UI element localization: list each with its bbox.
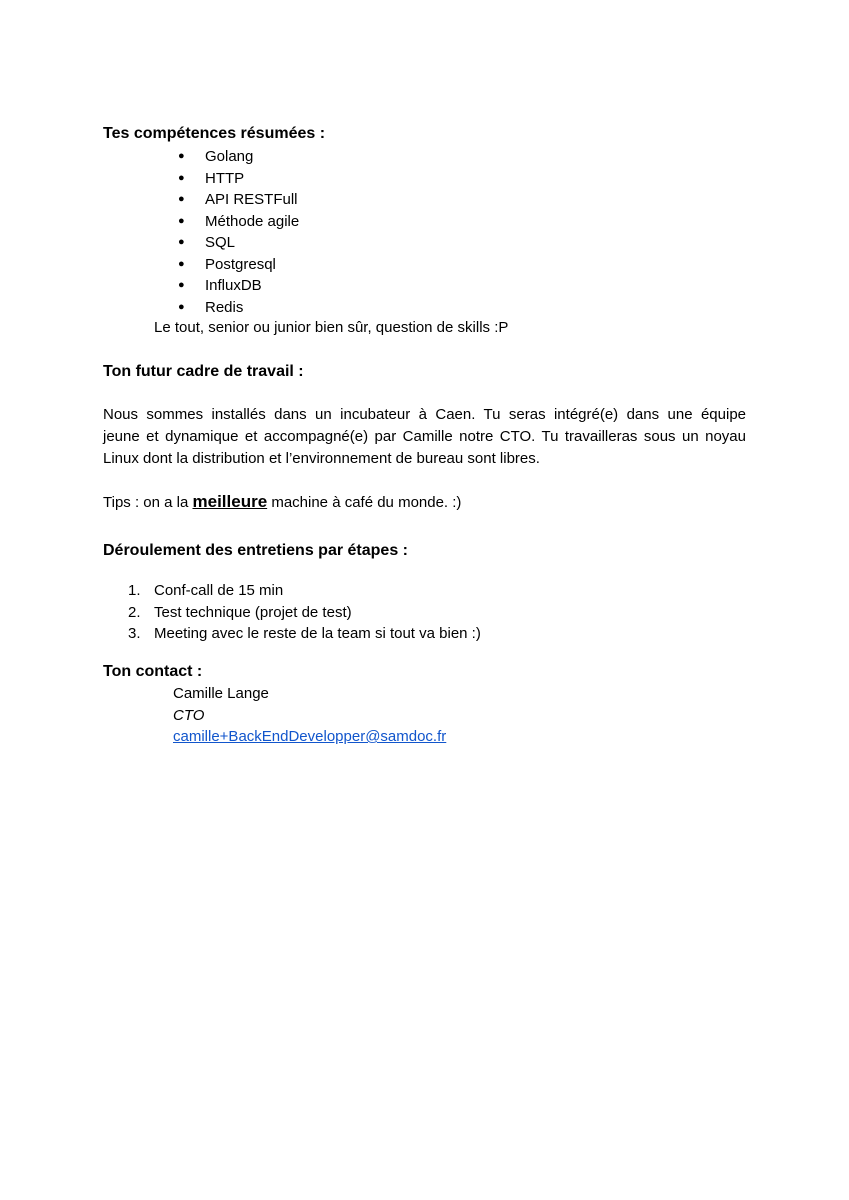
- step-number: 1.: [128, 582, 141, 599]
- paragraph-line: Nous sommes installés dans un incubateur à Caen. Tu seras intégré(e) dans une équipe: [103, 406, 746, 423]
- step-number: 3.: [128, 625, 141, 642]
- bullet-icon: ●: [178, 193, 185, 205]
- workplace-paragraph: [103, 404, 746, 470]
- bullet-icon: ●: [178, 279, 185, 291]
- contact-heading: Ton contact :: [103, 663, 203, 680]
- step-label: Conf-call de 15 min: [154, 582, 284, 599]
- tips-emphasis: meilleure: [192, 492, 268, 511]
- interviews-heading: Déroulement des entretiens par étapes :: [103, 542, 408, 559]
- skills-note: Le tout, senior ou junior bien sûr, question de skills :P: [154, 319, 509, 336]
- paragraph-line: jeune et dynamique et accompagné(e) par Camille notre CTO. Tu travailleras sous un noyau: [103, 428, 746, 445]
- tips-prefix: Tips : on a la: [103, 494, 193, 511]
- paragraph-line: Linux dont la distribution et l’environnement de bureau sont libres.: [103, 450, 540, 467]
- bullet-icon: ●: [178, 150, 185, 162]
- document-page: Tes compétences résumées : ● Golang ● HTTP ● API RESTFull ● Méthode agile ● SQL ● Postgresql ● InfluxDB ● Redis Le tout, senior ou junior bien sûr, question de skills :P Ton futur cadre de travail : Nous sommes installés dans un incubateur à Caen. Tu seras intégré(e) dans une équipe jeune et dynamique et accompagné(e) par Camille notre CTO. Tu travailleras sous un noyau Linux dont la distribution et l’environnement de bureau sont libres. Tips : on a la meilleure machine à café du monde. :) Déroulement des entretiens par étapes : 1. Conf-call de 15 min 2. Test technique (projet de test) 3. Meeting avec le reste de la team si tout va bien :) Ton contact : Camille Lange CTO camille+BackEndDevelopper@samdoc.fr: [0, 0, 849, 1200]
- contact-role: CTO: [173, 706, 205, 724]
- bullet-icon: ●: [178, 214, 185, 227]
- tips-suffix: machine à café du monde. :): [267, 494, 462, 511]
- tips-line: [103, 490, 461, 515]
- bullet-icon: ●: [178, 300, 185, 313]
- step-label: Test technique (projet de test): [154, 603, 352, 621]
- bullet-icon: ●: [178, 171, 185, 184]
- bullet-icon: ●: [178, 236, 185, 248]
- contact-email-link[interactable]: camille+BackEndDevelopper@samdoc.fr: [173, 728, 447, 745]
- bullet-icon: ●: [178, 257, 185, 270]
- contact-block: [173, 683, 446, 748]
- step-number: 2.: [128, 603, 141, 621]
- contact-name: Camille Lange: [173, 685, 269, 702]
- workplace-heading: Ton futur cadre de travail :: [103, 363, 304, 380]
- skills-heading: Tes compétences résumées :: [103, 125, 326, 142]
- step-label: Meeting avec le reste de la team si tout va bien :): [154, 625, 481, 642]
